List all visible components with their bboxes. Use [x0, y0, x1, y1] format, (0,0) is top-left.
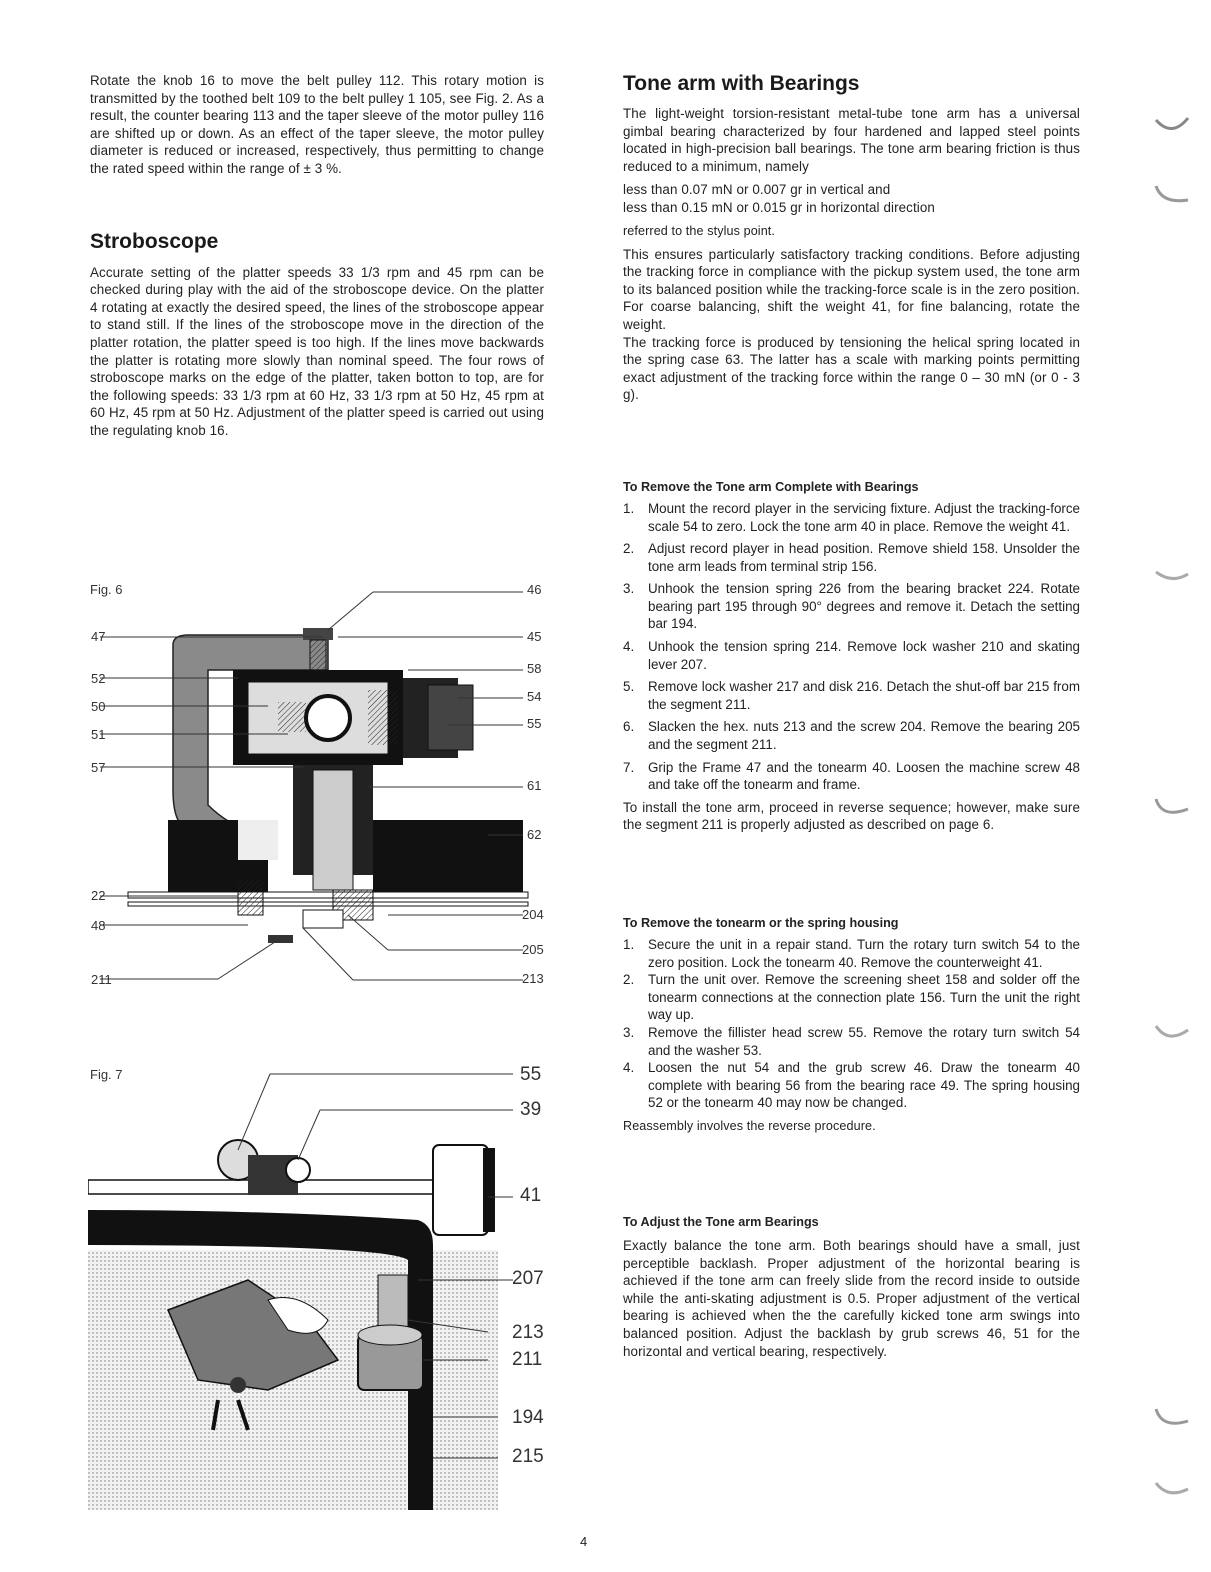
punch-hole-mark [1152, 1475, 1192, 1499]
remove-complete-note: To install the tone arm, proceed in reverse sequence; however, make sure the segment 211 is properly adjusted as described on page 6. [623, 799, 1080, 833]
tonearm-paragraph-4: This ensures particularly satisfactory tracking conditions. Before adjusting the tracking force in compliance with the pickup system used, the tone arm to its balanced position while the tracking-force scale is in the zero position. For coarse balancing, shift the weight 41, for fine balancing, rotate the weight. [623, 246, 1080, 332]
list-item: 7. Grip the Frame 47 and the tonearm 40. Loosen the machine screw 48 and take off the tonearm and frame. [623, 759, 1080, 793]
list-item: 1. Secure the unit in a repair stand. Turn the rotary turn switch 54 to the zero position. Lock the tonearm 40. Remove the counterweight 41. [623, 937, 1080, 970]
fig7-label-215: 215 [512, 1446, 544, 1467]
punch-hole-mark [1152, 1020, 1192, 1044]
tonearm-paragraph-3: referred to the stylus point. [623, 223, 776, 238]
punch-hole-mark [1152, 112, 1192, 136]
list-item: 6. Slacken the hex. nuts 213 and the screw 204. Remove the bearing 205 and the segment 211. [623, 719, 1080, 753]
fig6-label-45: 45 [527, 629, 542, 644]
tonearm-friction-horizontal: less than 0.15 mN or 0.015 gr in horizontal direction [623, 199, 935, 215]
fig6-label-205: 205 [522, 942, 544, 957]
list-item: 4. Loosen the nut 54 and the grub screw 46. Draw the tonearm 40 complete with bearing 56 from the bearing race 49. The spring housing 52 or the tonearm 40 may now be changed. [623, 1060, 1080, 1111]
fig7-label-55: 55 [520, 1064, 542, 1085]
page-number: 4 [580, 1534, 588, 1549]
fig6-label-52: 52 [91, 671, 106, 686]
fig6-label-46: 46 [527, 582, 542, 597]
fig7-label-41: 41 [520, 1185, 542, 1206]
adjust-heading: To Adjust the Tone arm Bearings [623, 1214, 819, 1229]
fig6-diagram [88, 570, 558, 990]
remove-spring-note: Reassembly involves the reverse procedure. [623, 1118, 876, 1133]
fig6-label-61: 61 [527, 778, 542, 793]
adjust-paragraph: Exactly balance the tone arm. Both bearings should have a small, just perceptible backlash. Proper adjustment of the horizontal bearing is achieved if the tone arm can freely slide from the record inside to outside while the anti-skating adjustment is 0.5. Proper adjustment of the vertical bearing is achieved when the the carefully kicked tone arm swings into balanced position. Adjust the backlash by grub screws 46, 51 for the horizontal and vertical bearing, respectively. [623, 1237, 1080, 1359]
list-item: 4. Unhook the tension spring 214. Remove lock washer 210 and skating lever 207. [623, 639, 1080, 672]
fig6-label: Fig. 6 [90, 582, 123, 597]
fig7-label-39: 39 [520, 1099, 542, 1120]
stroboscope-heading: Stroboscope [90, 229, 219, 253]
fig6-label-51: 51 [91, 727, 106, 742]
list-item: 3. Remove the fillister head screw 55. Remove the rotary turn switch 54 and the washer 53. [623, 1024, 1080, 1058]
fig6-label-55: 55 [527, 716, 542, 731]
fig6-label-54: 54 [527, 689, 542, 704]
fig6-label-58: 58 [527, 661, 542, 676]
fig6-label-50: 50 [91, 699, 106, 714]
list-item: 5. Remove lock washer 217 and disk 216. Detach the shut-off bar 215 from the segment 211. [623, 679, 1080, 712]
fig7-label: Fig. 7 [90, 1067, 123, 1082]
fig6-label-48: 48 [91, 918, 106, 933]
remove-spring-heading: To Remove the tonearm or the spring housing [623, 916, 899, 930]
punch-hole-mark [1152, 182, 1192, 206]
list-item: 1. Mount the record player in the servicing fixture. Adjust the tracking-force scale 54 to zero. Lock the tone arm 40 in place. Remove the weight 41. [623, 500, 1080, 534]
fig6-label-204: 204 [522, 907, 544, 922]
right-column [623, 72, 1080, 1360]
fig7-label-211: 211 [512, 1349, 543, 1370]
tonearm-friction-vertical: less than 0.07 mN or 0.007 gr in vertical and [623, 182, 891, 198]
fig7-label-213: 213 [512, 1322, 544, 1343]
punch-hole-mark [1152, 795, 1192, 819]
stroboscope-paragraph: Accurate setting of the platter speeds 33 1/3 rpm and 45 rpm can be checked during play with the aid of the stroboscope device. On the platter 4 rotating at exactly the desired speed, the lines of the stroboscope appear to stand still. If the lines of the stroboscope move in the direction of the platter rotation, the platter speed is too high. If the lines move backwards the platter is rotating more slowly than nominal speed. The four rows of stroboscope marks on the edge of the platter, taken botton to top, are for the following speeds: 33 1/3 rpm at 60 Hz, 33 1/3 rpm at 50 Hz, 45 rpm at 60 Hz, 45 rpm at 50 Hz. Adjustment of the platter speed is carried out using the regulating knob 16. [90, 264, 544, 438]
fig6-label-62: 62 [527, 827, 542, 842]
intro-paragraph: Rotate the knob 16 to move the belt pulley 112. This rotary motion is transmitted by the toothed belt 109 to the belt pulley 1 105, see Fig. 2. As a result, the counter bearing 113 and the taper sleeve of the motor pulley 116 are shifted up or down. As an effect of the taper sleeve, the motor pulley diameter is reduced or increased, respectively, thus permitting to change the rated speed within the range of ± 3 %. [90, 73, 544, 176]
fig7-label-194: 194 [512, 1407, 544, 1428]
fig6-label-57: 57 [91, 760, 106, 775]
left-column [90, 72, 544, 440]
remove-spring-steps [623, 936, 1080, 1112]
tonearm-paragraph-1: The light-weight torsion-resistant metal-tube tone arm has a universal gimbal bearing characterized by four hardened and lapped steel points located in high-precision ball bearings. The tone arm bearing friction is thus reduced to a minimum, namely [623, 106, 1080, 174]
fig6-label-47: 47 [91, 629, 106, 644]
remove-complete-heading: To Remove the Tone arm Complete with Bearings [623, 479, 919, 494]
tonearm-paragraph-5: The tracking force is produced by tensioning the helical spring located in the spring case 63. The latter has a scale with marking points permitting exact adjustment of the tracking force within the range 0 – 30 mN (or 0 - 3 g). [623, 334, 1080, 403]
fig6-label-22: 22 [91, 888, 106, 903]
list-item: 2. Turn the unit over. Remove the screening sheet 158 and solder off the tonearm connections at the connection plate 156. Turn the unit the right way up. [623, 972, 1080, 1023]
tonearm-heading: Tone arm with Bearings [623, 72, 860, 95]
fig6-label-211: 211 [91, 972, 112, 987]
punch-hole-mark [1152, 562, 1192, 586]
punch-hole-mark [1152, 1405, 1192, 1429]
list-item: 2. Adjust record player in head position. Remove shield 158. Unsolder the tone arm leads from terminal strip 156. [623, 541, 1080, 574]
fig6-label-213: 213 [522, 971, 544, 986]
fig7-label-207: 207 [512, 1268, 544, 1289]
fig7-diagram [88, 1060, 518, 1510]
list-item: 3. Unhook the tension spring 226 from the bearing bracket 224. Rotate bearing part 195 through 90° degrees and remove it. Detach the setting bar 194. [623, 581, 1080, 632]
remove-complete-steps [623, 500, 1080, 794]
